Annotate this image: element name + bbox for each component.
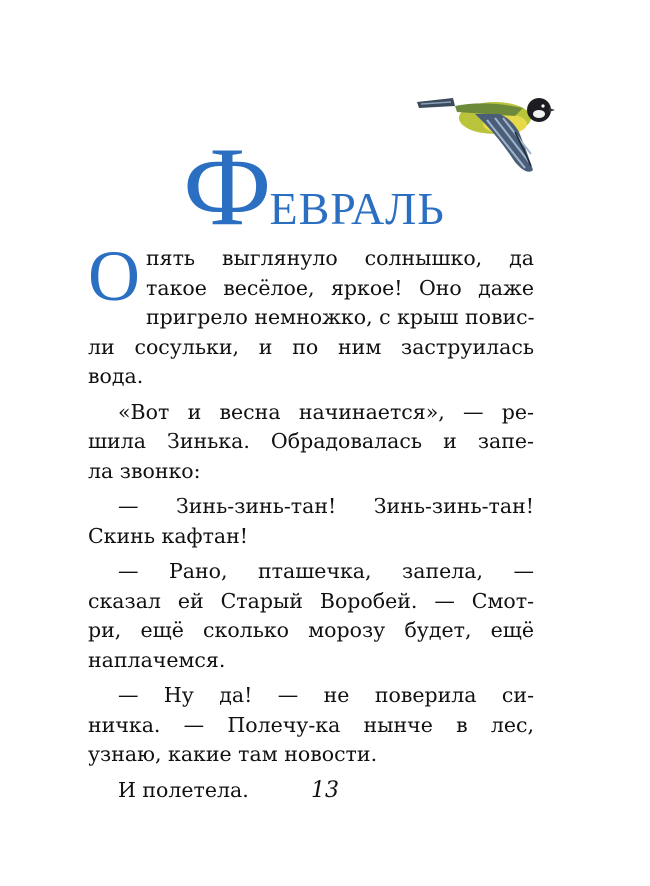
drop-cap: О	[88, 236, 140, 316]
body-text	[88, 236, 535, 805]
text-line: узнаю, какие там новости.	[88, 742, 378, 766]
text-line: сказал ей Старый Воробей. — Смот-	[88, 588, 534, 613]
text-line: — Зинь-зинь-тан! Зинь-зинь-тан!	[118, 494, 534, 518]
paragraph-3	[88, 492, 534, 551]
text-line: «Вот и весна начинается», — ре-	[118, 399, 534, 424]
paragraph-4	[88, 557, 534, 675]
chapter-title	[183, 125, 445, 249]
title-rest: ЕВРАЛЬ	[269, 183, 445, 234]
text-line: ли сосульки, и по ним заструилась	[88, 334, 534, 359]
text-line: ничка. — Полечу-ка нынче в лес,	[88, 712, 534, 737]
text-line: такое весёлое, яркое! Оно даже	[146, 275, 534, 300]
text-line: шила Зинька. Обрадовалась и запе-	[88, 429, 534, 453]
text-line: вода.	[88, 364, 144, 388]
paragraph-5	[88, 681, 534, 770]
text-line: — Ну да! — не поверила си-	[118, 683, 534, 707]
text-line: ри, ещё сколько морозу будет, ещё	[88, 618, 534, 642]
text-line: пять выглянуло солнышко, да	[146, 246, 534, 270]
page-number: 13	[311, 778, 339, 803]
text-line: Скинь кафтан!	[88, 523, 249, 548]
text-line: И полетела.	[118, 777, 249, 802]
paragraph-1	[88, 236, 535, 392]
text-line: — Рано, пташечка, запела, —	[118, 559, 534, 583]
text-line: ла звонко:	[88, 458, 201, 483]
paragraph-2	[88, 398, 534, 487]
text-line: пригрело немножко, с крыш повис-	[146, 305, 535, 329]
text-line: наплачемся.	[88, 647, 226, 672]
title-initial: Ф	[183, 125, 270, 249]
